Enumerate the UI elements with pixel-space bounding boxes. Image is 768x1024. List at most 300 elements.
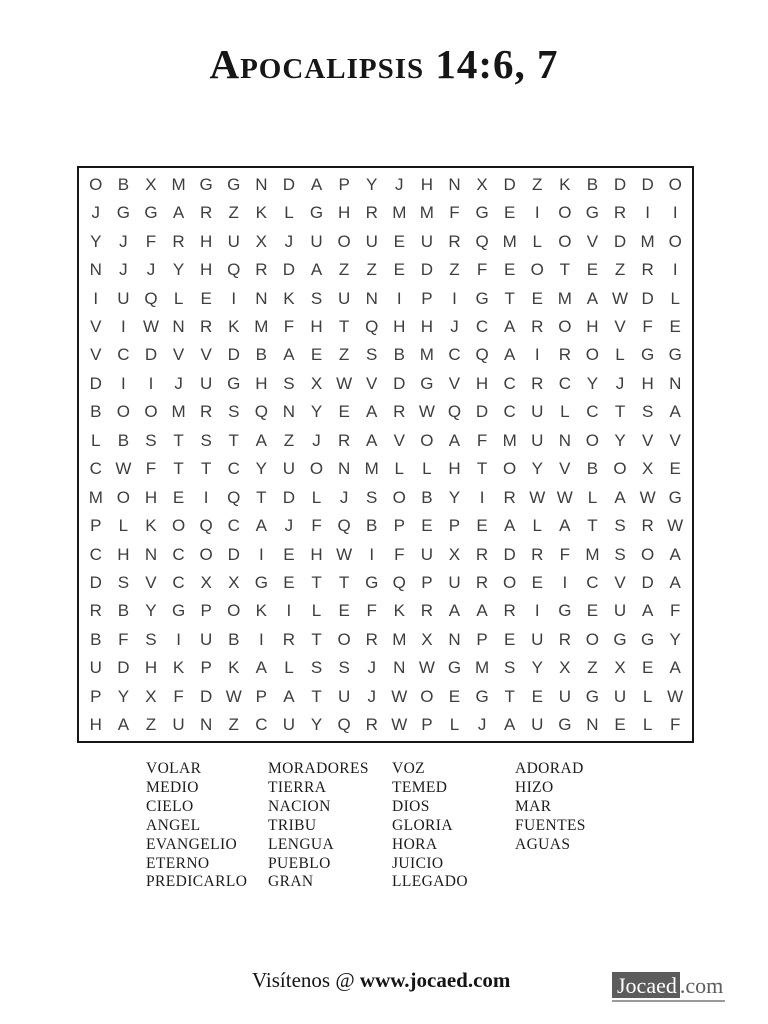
grid-letter: R (641, 260, 654, 280)
grid-letter: H (641, 373, 654, 393)
grid-letter: Q (365, 316, 379, 336)
grid-letter: A (366, 430, 378, 450)
grid-letter: E (669, 459, 681, 479)
grid-letter: N (172, 316, 185, 336)
grid-letter: Z (228, 203, 239, 223)
grid-letter: W (336, 544, 353, 564)
word-list-item: MEDIO (146, 778, 199, 796)
grid-letter: E (283, 544, 295, 564)
grid-letter: H (310, 544, 323, 564)
grid-letter: D (503, 174, 516, 194)
grid-letter: F (173, 686, 184, 706)
grid-letter: D (144, 345, 158, 365)
grid-letter: D (420, 260, 434, 280)
grid-letter: P (200, 658, 212, 678)
grid-letter: E (200, 288, 212, 308)
grid-letter: H (310, 316, 323, 336)
grid-letter: E (393, 231, 405, 251)
grid-letter: U (282, 715, 296, 735)
grid-letter: S (641, 402, 654, 422)
grid-letter: X (228, 573, 240, 593)
word-list-item: ADORAD (515, 760, 584, 777)
grid-letter: I (203, 487, 209, 507)
grid-letter: J (119, 260, 128, 280)
grid-letter: D (503, 544, 516, 564)
grid-letter: O (116, 402, 130, 422)
grid-letter: O (558, 203, 572, 223)
grid-letter: T (476, 459, 488, 479)
grid-letter: U (365, 231, 378, 251)
footer-visit-url[interactable]: www.jocaed.com (359, 968, 511, 992)
grid-letter: R (365, 629, 378, 649)
word-search-grid (77, 166, 694, 743)
grid-letter: H (117, 544, 130, 564)
grid-letter: B (366, 516, 378, 536)
grid-letter: F (670, 715, 681, 735)
grid-letter: D (613, 174, 627, 194)
grid-letter: M (171, 402, 186, 422)
grid-letter: O (503, 573, 517, 593)
grid-letter: H (200, 231, 213, 251)
grid-letter: L (642, 715, 653, 735)
grid-letter: Y (172, 260, 185, 280)
grid-letter: A (669, 402, 681, 422)
grid-letter: L (173, 288, 184, 308)
grid-letter: J (339, 487, 349, 507)
grid-letter: G (640, 629, 655, 649)
grid-letter: I (258, 544, 264, 564)
grid-letter: Z (338, 260, 350, 280)
grid-letter: Y (669, 629, 681, 649)
grid-letter: T (504, 686, 515, 706)
grid-letter: U (531, 430, 544, 450)
grid-letter: M (585, 544, 600, 564)
grid-letter: D (89, 573, 102, 593)
grid-letter: I (93, 288, 99, 308)
grid-letter: T (256, 487, 267, 507)
grid-letter: Z (532, 174, 543, 194)
word-list-item: GRAN (268, 873, 314, 891)
grid-letter: E (283, 573, 295, 593)
grid-letter: A (559, 516, 571, 536)
grid-letter: B (90, 629, 102, 649)
grid-letter: U (613, 601, 627, 621)
grid-letter: F (283, 316, 295, 336)
grid-letter: L (532, 231, 542, 251)
grid-letter: Z (338, 345, 350, 365)
grid-letter: H (337, 203, 351, 223)
grid-letter: U (227, 231, 240, 251)
grid-letter: R (365, 715, 378, 735)
grid-letter: F (476, 260, 488, 280)
grid-letter: U (337, 686, 351, 706)
grid-letter: F (311, 516, 322, 536)
word-list-item: TEMED (392, 778, 448, 796)
grid-letter: L (670, 288, 680, 308)
grid-letter: Y (586, 373, 599, 393)
grid-letter: V (90, 316, 102, 336)
grid-letter: X (421, 629, 433, 649)
grid-letter: R (172, 231, 185, 251)
grid-letter: Y (255, 459, 267, 479)
grid-letter: H (144, 487, 158, 507)
grid-letter: K (255, 601, 267, 621)
grid-letter: U (613, 686, 627, 706)
grid-letter: G (309, 203, 324, 223)
grid-letter: F (449, 203, 460, 223)
grid-letter: O (558, 231, 572, 251)
grid-letter: Z (145, 715, 157, 735)
word-list-item: EVANGELIO (146, 835, 238, 853)
grid-letter: R (531, 316, 544, 336)
grid-letter: G (227, 373, 241, 393)
grid-letter: U (558, 686, 571, 706)
grid-letter: L (642, 686, 653, 706)
grid-letter: I (562, 573, 568, 593)
grid-letter: C (503, 402, 516, 422)
grid-letter: T (614, 402, 626, 422)
grid-letter: M (254, 316, 269, 336)
grid-letter: E (641, 658, 654, 678)
grid-letter: L (118, 516, 129, 536)
grid-letter: H (89, 715, 102, 735)
grid-letter: B (586, 174, 599, 194)
grid-letter: H (420, 174, 434, 194)
grid-letter: I (534, 203, 540, 223)
grid-letter: H (255, 373, 268, 393)
grid-letter: K (145, 516, 157, 536)
grid-letter: Q (227, 260, 241, 280)
grid-letter: L (394, 459, 405, 479)
grid-letter: X (559, 658, 571, 678)
grid-letter: W (142, 316, 159, 336)
grid-letter: F (118, 629, 129, 649)
grid-letter: N (337, 459, 351, 479)
grid-letter: R (503, 601, 516, 621)
grid-letter: D (282, 487, 296, 507)
grid-letter: A (366, 402, 378, 422)
grid-letter: L (284, 203, 294, 223)
grid-letter: R (337, 430, 351, 450)
grid-letter: E (476, 516, 488, 536)
grid-letter: P (421, 715, 433, 735)
grid-letter: E (531, 573, 543, 593)
grid-letter: A (255, 658, 267, 678)
grid-letter: U (448, 573, 461, 593)
grid-letter: I (176, 629, 181, 649)
grid-letter: K (559, 174, 571, 194)
grid-letter: A (310, 174, 323, 194)
jocaed-logo[interactable] (612, 972, 725, 1002)
grid-letter: I (534, 345, 540, 365)
grid-letter: C (227, 516, 240, 536)
grid-letter: C (89, 544, 102, 564)
grid-letter: S (200, 430, 212, 450)
grid-letter: Q (227, 487, 241, 507)
grid-letter: Y (531, 459, 543, 479)
grid-letter: M (474, 658, 490, 678)
grid-letter: J (477, 715, 487, 735)
grid-letter: L (422, 459, 432, 479)
word-list-item: DIOS (392, 797, 430, 815)
grid-letter: C (586, 402, 599, 422)
grid-letter: X (614, 658, 626, 678)
grid-letter: O (309, 459, 324, 479)
grid-letter: A (503, 345, 516, 365)
grid-letter: W (418, 658, 435, 678)
grid-letter: U (310, 231, 323, 251)
grid-letter: N (89, 260, 102, 280)
grid-letter: I (645, 203, 650, 223)
grid-letter: E (503, 260, 516, 280)
grid-letter: U (420, 231, 434, 251)
grid-letter: O (337, 629, 351, 649)
grid-letter: G (365, 573, 379, 593)
grid-letter: I (148, 373, 154, 393)
grid-letter: S (614, 516, 626, 536)
grid-letter: E (614, 715, 626, 735)
grid-letter: T (311, 686, 322, 706)
grid-letter: R (200, 203, 213, 223)
word-list-item: FUENTES (515, 816, 586, 834)
grid-letter: A (503, 715, 516, 735)
grid-letter: W (391, 686, 408, 706)
grid-letter: X (145, 174, 157, 194)
grid-letter: I (121, 316, 126, 336)
grid-letter: O (199, 544, 213, 564)
grid-letter: T (311, 573, 322, 593)
grid-letter: D (475, 402, 489, 422)
grid-letter: Q (475, 231, 489, 251)
grid-letter: W (225, 686, 242, 706)
grid-letter: O (89, 174, 103, 194)
grid-letter: Y (117, 686, 130, 706)
grid-letter: H (586, 316, 599, 336)
grid-letter: R (448, 231, 461, 251)
grid-letter: C (586, 573, 599, 593)
grid-letter: P (421, 573, 433, 593)
grid-letter: C (89, 459, 102, 479)
grid-letter: F (642, 316, 653, 336)
grid-letter: F (670, 601, 681, 621)
word-list-item: PREDICARLO (146, 873, 248, 891)
grid-letter: N (365, 288, 378, 308)
grid-letter: V (366, 373, 378, 393)
grid-letter: A (476, 601, 488, 621)
grid-letter: T (559, 260, 571, 280)
grid-letter: H (200, 260, 213, 280)
grid-letter: A (172, 203, 185, 223)
word-list-item: MAR (515, 797, 552, 815)
grid-letter: W (639, 487, 656, 507)
grid-letter: E (393, 260, 405, 280)
grid-letter: N (586, 715, 599, 735)
grid-letter: G (447, 658, 462, 678)
grid-letter: E (338, 601, 350, 621)
grid-letter: O (116, 487, 130, 507)
grid-letter: O (668, 231, 682, 251)
grid-letter: A (255, 430, 267, 450)
grid-letter: D (227, 544, 240, 564)
grid-letter: P (421, 288, 433, 308)
grid-letter: I (672, 260, 678, 280)
grid-letter: B (117, 430, 130, 450)
grid-letter: U (89, 658, 102, 678)
grid-letter: Y (310, 402, 323, 422)
grid-letter: A (669, 658, 681, 678)
grid-letter: L (311, 601, 322, 621)
grid-letter: W (418, 402, 435, 422)
grid-letter: P (200, 601, 212, 621)
grid-letter: G (171, 601, 186, 621)
word-list-item: PUEBLO (268, 854, 331, 872)
grid-letter: V (669, 430, 681, 450)
grid-letter: W (667, 686, 684, 706)
grid-letter: V (172, 345, 185, 365)
grid-letter: M (419, 345, 434, 365)
grid-letter: R (641, 516, 654, 536)
grid-letter: G (668, 345, 682, 365)
grid-letter: V (614, 316, 626, 336)
grid-letter: E (172, 487, 185, 507)
grid-letter: U (337, 288, 351, 308)
grid-letter: Q (447, 402, 462, 422)
grid-letter: C (503, 373, 516, 393)
grid-letter: R (475, 544, 489, 564)
grid-letter: K (255, 203, 267, 223)
word-list-column (146, 760, 247, 892)
grid-letter: I (231, 288, 237, 308)
grid-letter: G (613, 629, 627, 649)
grid-letter: D (393, 373, 406, 393)
footer-visit-label: Visítenos @ (252, 968, 360, 992)
grid-letter: L (532, 516, 542, 536)
jocaed-logo-name: Jocaed (612, 972, 680, 998)
grid-letter: I (479, 487, 485, 507)
grid-letter: O (420, 686, 434, 706)
grid-letter: Z (614, 260, 626, 280)
grid-letter: H (393, 316, 406, 336)
grid-letter: B (117, 601, 130, 621)
grid-letter: E (338, 402, 350, 422)
word-list (0, 760, 768, 895)
grid-letter: Z (449, 260, 460, 280)
grid-letter: O (585, 345, 600, 365)
word-list-item: CIELO (146, 797, 194, 815)
grid-letter: F (366, 601, 377, 621)
grid-letter: U (420, 544, 434, 564)
grid-letter: A (641, 601, 654, 621)
grid-letter: D (282, 174, 296, 194)
grid-letter: T (504, 288, 515, 308)
grid-letter: G (227, 174, 241, 194)
grid-letter: I (396, 288, 402, 308)
grid-letter: I (369, 544, 375, 564)
grid-letter: W (115, 459, 132, 479)
grid-letter: R (531, 544, 544, 564)
grid-letter: C (117, 345, 130, 365)
grid-letter: O (420, 430, 434, 450)
grid-letter: L (284, 658, 294, 678)
grid-letter: N (669, 373, 682, 393)
grid-letter: X (641, 459, 654, 479)
grid-letter: S (366, 345, 378, 365)
grid-letter: E (531, 288, 543, 308)
grid-letter: J (91, 203, 101, 223)
grid-letter: M (392, 629, 407, 649)
grid-letter: O (144, 402, 158, 422)
grid-letter: A (283, 345, 295, 365)
grid-letter: V (586, 231, 599, 251)
grid-letter: D (613, 231, 627, 251)
grid-letter: T (338, 316, 350, 336)
grid-letter: J (615, 373, 625, 393)
grid-letter: A (448, 601, 461, 621)
grid-letter: Q (254, 402, 268, 422)
grid-letter: E (531, 686, 543, 706)
grid-letter: B (117, 174, 130, 194)
grid-letter: J (284, 516, 294, 536)
grid-letter: R (531, 373, 544, 393)
grid-letter: V (145, 573, 157, 593)
grid-letter: Q (199, 516, 213, 536)
grid-letter: U (200, 629, 213, 649)
grid-letter: M (88, 487, 103, 507)
grid-letter: T (173, 459, 184, 479)
grid-letter: D (117, 658, 130, 678)
grid-letter: W (556, 487, 573, 507)
grid-letter: N (255, 174, 268, 194)
grid-letter: G (475, 203, 489, 223)
grid-letter: U (117, 288, 130, 308)
grid-letter: P (448, 516, 461, 536)
word-list-item: NACION (268, 797, 331, 815)
grid-letter: Z (283, 430, 295, 450)
grid-letter: Y (90, 231, 102, 251)
grid-letter: W (611, 288, 629, 308)
grid-letter: F (394, 544, 405, 564)
grid-letter: N (255, 288, 268, 308)
grid-letter: S (283, 373, 295, 393)
grid-letter: J (174, 373, 183, 393)
grid-letter: I (258, 629, 264, 649)
grid-letter: D (641, 573, 654, 593)
grid-letter: G (420, 373, 434, 393)
grid-letter: Y (366, 174, 378, 194)
grid-letter: R (420, 601, 434, 621)
grid-letter: I (534, 601, 540, 621)
word-list-item: TIERRA (268, 778, 327, 796)
grid-letter: A (448, 430, 461, 450)
grid-letter: P (393, 516, 405, 536)
page-title: Apocalipsis 14:6, 7 (209, 41, 559, 87)
grid-letter: R (255, 260, 268, 280)
word-list-item: HORA (392, 835, 438, 853)
grid-letter: B (255, 345, 267, 365)
grid-letter: S (117, 573, 130, 593)
grid-letter: V (448, 373, 461, 393)
grid-letter: R (89, 601, 102, 621)
grid-letter: S (228, 402, 240, 422)
grid-letter: U (531, 402, 544, 422)
grid-letter: G (668, 487, 682, 507)
grid-letter: V (641, 430, 654, 450)
grid-letter: I (672, 203, 678, 223)
grid-letter: R (200, 402, 213, 422)
grid-letter: Y (448, 487, 461, 507)
grid-letter: O (558, 316, 572, 336)
grid-letter: O (171, 516, 186, 536)
